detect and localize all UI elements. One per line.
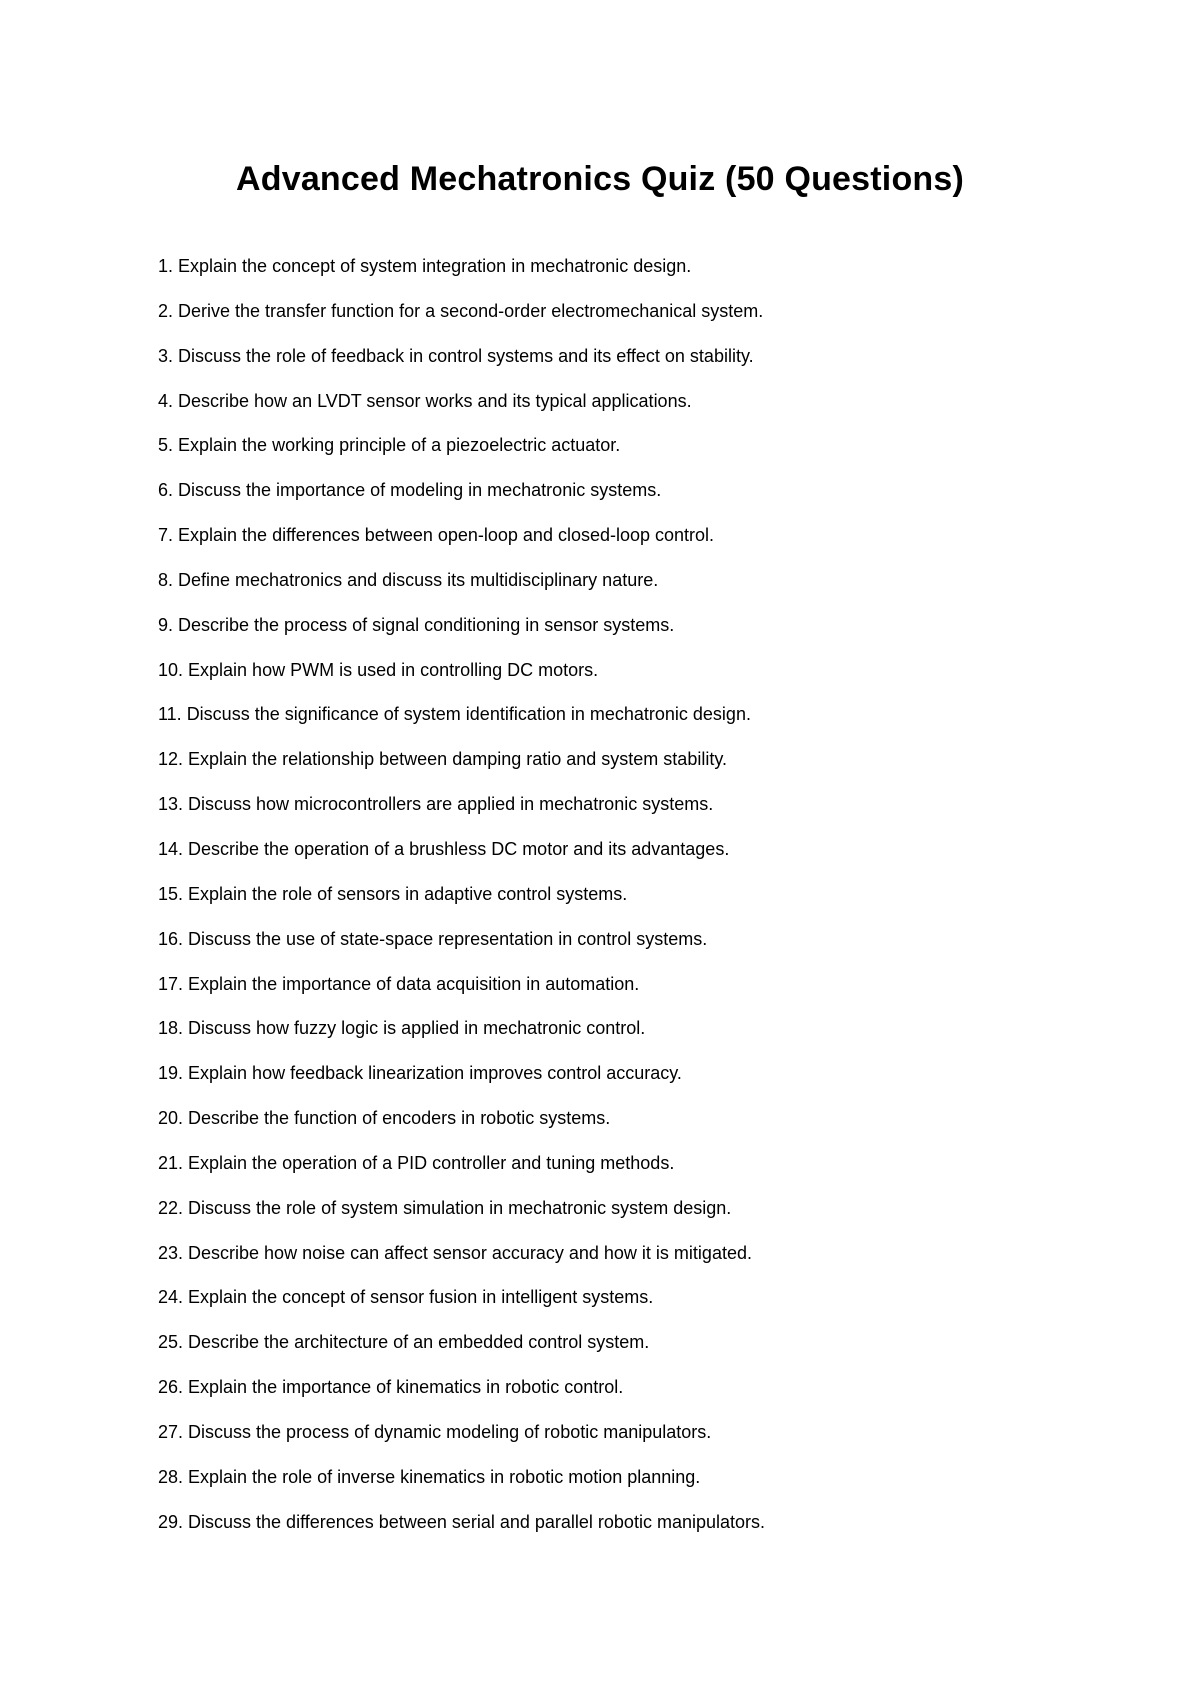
question-item: 22. Discuss the role of system simulation in mechatronic system design. bbox=[158, 1197, 732, 1218]
question-item: 26. Explain the importance of kinematics in robotic control. bbox=[158, 1377, 624, 1398]
question-item: 7. Explain the differences between open-loop and closed-loop control. bbox=[158, 525, 715, 546]
question-item: 9. Describe the process of signal conditioning in sensor systems. bbox=[158, 614, 675, 635]
question-item: 4. Describe how an LVDT sensor works and its typical applications. bbox=[158, 390, 692, 411]
question-item: 23. Describe how noise can affect sensor accuracy and how it is mitigated. bbox=[158, 1242, 752, 1263]
question-item: 29. Discuss the differences between serial and parallel robotic manipulators. bbox=[158, 1511, 765, 1532]
question-item: 24. Explain the concept of sensor fusion in intelligent systems. bbox=[158, 1287, 654, 1308]
question-item: 27. Discuss the process of dynamic modeling of robotic manipulators. bbox=[158, 1421, 712, 1442]
question-item: 2. Derive the transfer function for a second-order electromechanical system. bbox=[158, 300, 764, 321]
question-item: 14. Describe the operation of a brushless DC motor and its advantages. bbox=[158, 838, 730, 859]
question-item: 21. Explain the operation of a PID controller and tuning methods. bbox=[158, 1152, 675, 1173]
question-item: 28. Explain the role of inverse kinematics in robotic motion planning. bbox=[158, 1466, 701, 1487]
question-item: 6. Discuss the importance of modeling in mechatronic systems. bbox=[158, 480, 662, 501]
question-item: 13. Discuss how microcontrollers are applied in mechatronic systems. bbox=[158, 794, 714, 815]
question-item: 3. Discuss the role of feedback in control systems and its effect on stability. bbox=[158, 345, 754, 366]
question-item: 10. Explain how PWM is used in controlling DC motors. bbox=[158, 659, 599, 680]
question-item: 8. Define mechatronics and discuss its multidisciplinary nature. bbox=[158, 569, 659, 590]
question-item: 11. Discuss the significance of system identification in mechatronic design. bbox=[158, 704, 751, 725]
question-item: 5. Explain the working principle of a piezoelectric actuator. bbox=[158, 435, 621, 456]
question-item: 20. Describe the function of encoders in robotic systems. bbox=[158, 1108, 611, 1129]
question-list bbox=[158, 255, 1158, 1555]
question-item: 12. Explain the relationship between damping ratio and system stability. bbox=[158, 749, 727, 770]
question-item: 16. Discuss the use of state-space representation in control systems. bbox=[158, 928, 708, 949]
question-item: 18. Discuss how fuzzy logic is applied in mechatronic control. bbox=[158, 1018, 646, 1039]
page-title: Advanced Mechatronics Quiz (50 Questions) bbox=[235, 160, 965, 198]
question-item: 17. Explain the importance of data acquisition in automation. bbox=[158, 973, 640, 994]
question-item: 15. Explain the role of sensors in adaptive control systems. bbox=[158, 883, 628, 904]
question-item: 19. Explain how feedback linearization improves control accuracy. bbox=[158, 1063, 682, 1084]
question-item: 1. Explain the concept of system integration in mechatronic design. bbox=[158, 256, 692, 276]
question-item: 25. Describe the architecture of an embedded control system. bbox=[158, 1332, 650, 1353]
